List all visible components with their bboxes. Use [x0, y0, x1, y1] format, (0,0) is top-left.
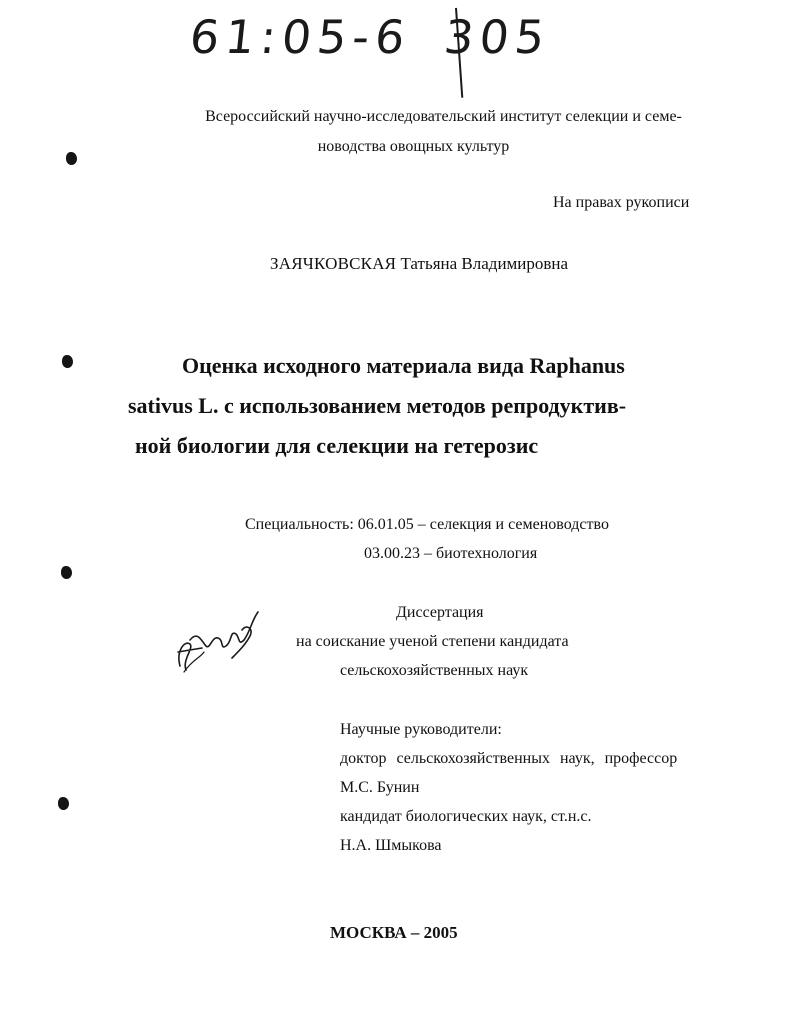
- handwritten-signature: [172, 600, 264, 680]
- binder-hole-mark: [61, 566, 72, 579]
- supervisor-2-name: Н.А. Шмыкова: [340, 837, 442, 854]
- author-surname: ЗАЯЧКОВСКАЯ: [270, 254, 397, 273]
- supervisor-1-title: доктор сельскохозяйственных наук, профессор: [340, 750, 678, 767]
- catalog-code: [187, 10, 553, 64]
- institute-name: [0, 102, 797, 162]
- title-line-1: Оценка исходного материала вида Raphanus: [182, 353, 625, 378]
- institute-line-1: Всероссийский научно-исследовательский институт селекции и семе-: [205, 108, 682, 125]
- specialty-line-2: 03.00.23 – биотехнология: [364, 545, 538, 562]
- supervisors-heading: Научные руководители:: [340, 721, 502, 738]
- place-and-year: МОСКВА – 2005: [330, 923, 458, 942]
- specialty-line-1: Специальность: 06.01.05 – селекция и семеноводство: [245, 516, 609, 533]
- title-line-3: ной биологии для селекции на гетерозис: [135, 433, 539, 458]
- title-line-2: sativus L. с использованием методов репродуктив-: [128, 393, 627, 418]
- catalog-code-left: 61:05-6: [187, 10, 414, 64]
- supervisor-2-title: кандидат биологических наук, ст.н.с.: [340, 808, 592, 825]
- author-given-names: Татьяна Владимировна: [400, 254, 569, 273]
- dissertation-purpose: на соискание ученой степени кандидата: [296, 633, 569, 650]
- catalog-code-right: 305: [441, 10, 554, 64]
- binder-hole-mark: [58, 797, 69, 810]
- institute-line-2: новодства овощных культур: [317, 138, 510, 155]
- dissertation-title: [0, 346, 797, 466]
- author-name: [270, 254, 568, 274]
- dissertation-degree: сельскохозяйственных наук: [340, 662, 529, 679]
- rights-note: На правах рукописи: [553, 194, 690, 211]
- supervisor-1-name: М.С. Бунин: [340, 779, 420, 796]
- dissertation-label: Диссертация: [396, 604, 484, 621]
